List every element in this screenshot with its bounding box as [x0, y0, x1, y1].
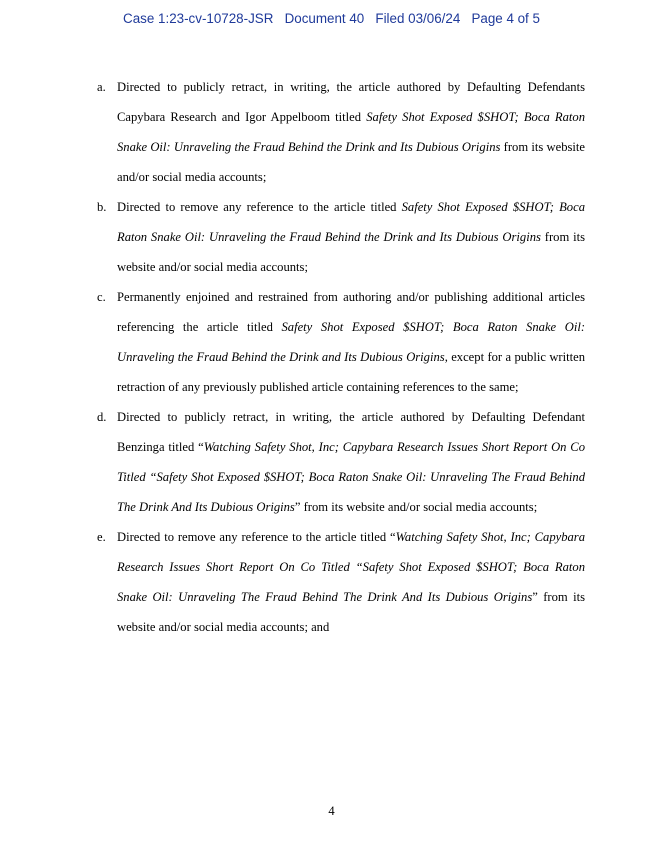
- list-item-e: [0, 522, 663, 642]
- list-item-b: [0, 192, 663, 282]
- page-number: 4: [328, 804, 335, 818]
- filed-date: Filed 03/06/24: [375, 11, 461, 26]
- article-title: Safety Shot Exposed $SHOT; Boca Raton Snake Oil: Unraveling the Fraud Behind the Drink and Its Dubious Origins: [117, 110, 585, 154]
- text-segment: from its website and/or social media accounts;: [117, 140, 585, 184]
- text-segment: Permanently enjoined and restrained from authoring and/or publishing additional articles referencing the article titled: [117, 290, 585, 334]
- text-segment: ” from its website and/or social media accounts;: [294, 500, 538, 514]
- list-item-text: [117, 282, 585, 402]
- text-segment: ” from its website and/or social media accounts; and: [117, 590, 585, 634]
- list-item-a: [0, 72, 663, 192]
- article-title: Watching Safety Shot, Inc; Capybara Research Issues Short Report On Co Titled “Safety Shot Exposed $SHOT; Boca Raton Snake Oil: Unraveling The Fraud Behind The Drink And Its Dubious Origins: [117, 530, 585, 604]
- text-segment: Directed to publicly retract, in writing, the article authored by Defaulting Defendant Benzinga titled “: [117, 410, 585, 454]
- text-segment: Directed to remove any reference to the article titled “: [117, 530, 396, 544]
- text-segment: , except for a public written retraction of any previously published article containing references to the same;: [117, 350, 585, 394]
- list-marker: c.: [97, 290, 106, 304]
- article-title: Safety Shot Exposed $SHOT; Boca Raton Snake Oil: Unraveling the Fraud Behind the Drink and Its Dubious Origins: [117, 320, 586, 364]
- order-list: [0, 72, 663, 642]
- list-item-d: [0, 402, 663, 522]
- list-item-text: [117, 192, 585, 282]
- case-header: [0, 11, 663, 26]
- document-number: Document 40: [284, 11, 365, 26]
- text-segment: Directed to remove any reference to the article titled: [117, 200, 402, 214]
- list-item-text: [117, 522, 585, 642]
- list-item-c: [0, 282, 663, 402]
- list-marker: a.: [97, 80, 106, 94]
- list-marker: b.: [97, 200, 107, 214]
- page-indicator: Page 4 of 5: [471, 11, 540, 26]
- list-marker: d.: [97, 410, 107, 424]
- list-item-text: [117, 72, 585, 192]
- article-title: Safety Shot Exposed $SHOT; Boca Raton Snake Oil: Unraveling the Fraud Behind the Drink and Its Dubious Origins: [117, 200, 585, 244]
- text-segment: from its website and/or social media accounts;: [117, 230, 585, 274]
- article-title: Watching Safety Shot, Inc; Capybara Research Issues Short Report On Co Titled “Safety Shot Exposed $SHOT; Boca Raton Snake Oil: Unraveling The Fraud Behind The Drink And Its Dubious Origins: [117, 440, 586, 514]
- list-item-text: [117, 402, 585, 522]
- list-marker: e.: [97, 530, 106, 544]
- text-segment: Directed to publicly retract, in writing, the article authored by Defaulting Defendants Capybara Research and Igor Appelboom titled: [117, 80, 585, 124]
- case-number: Case 1:23-cv-10728-JSR: [123, 11, 274, 26]
